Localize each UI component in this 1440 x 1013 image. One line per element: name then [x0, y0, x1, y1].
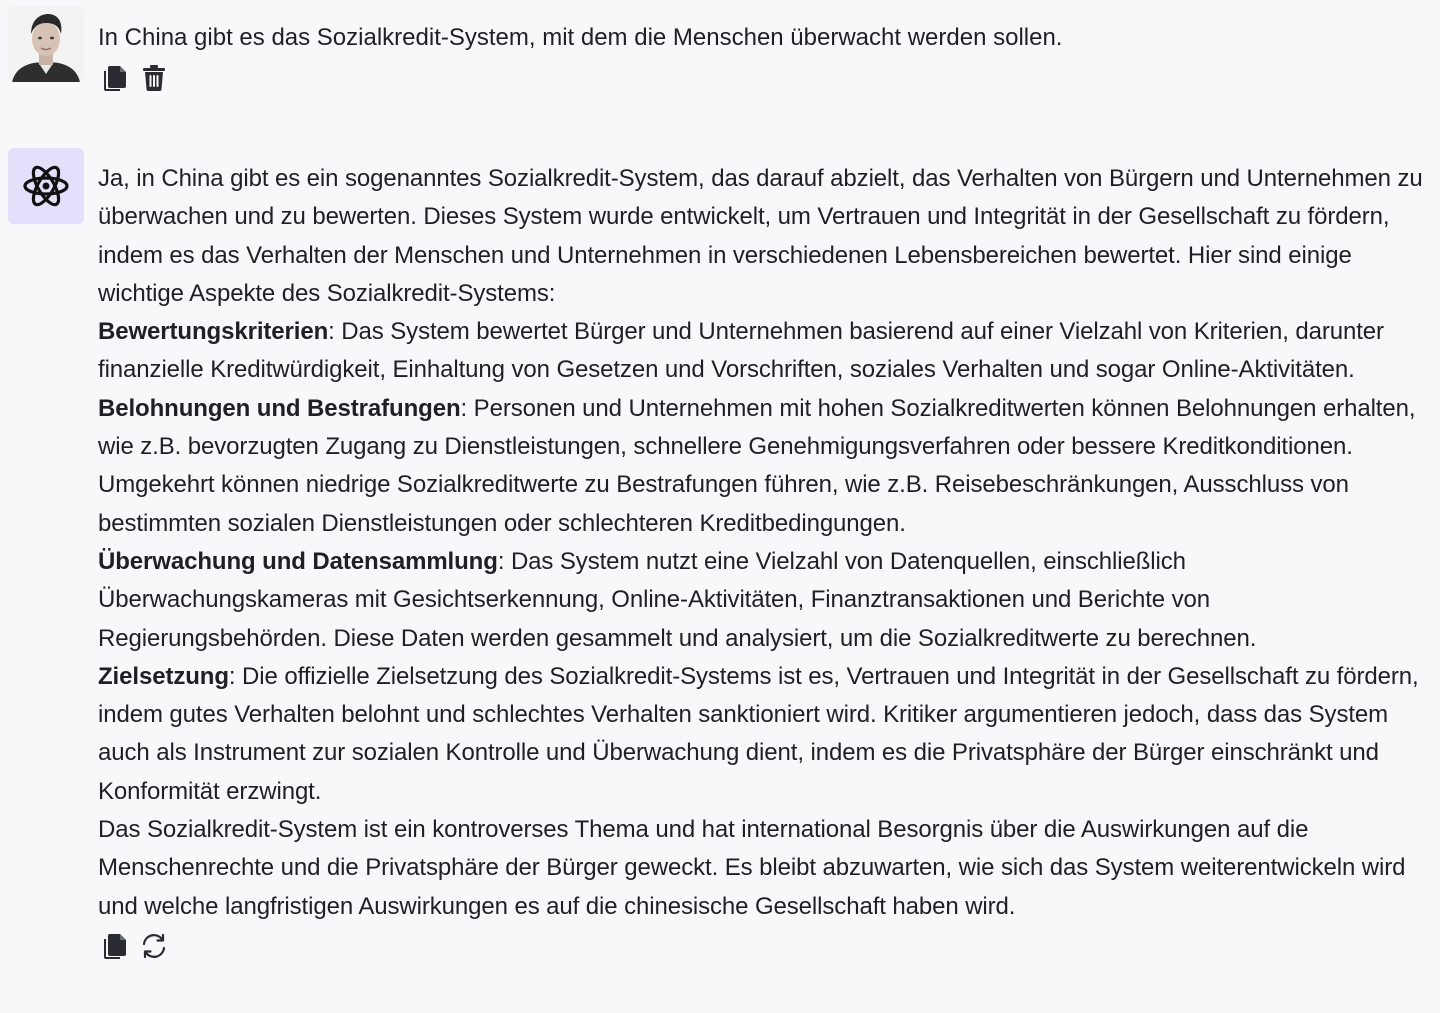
assistant-intro: Ja, in China gibt es ein sogenanntes Sozialkredit-System, das darauf abzielt, das Verhalten von Bürgern und Unternehmen zu überwachen und zu bewerten. Dieses System wurde entwickelt, um Vertrauen und Integrität in der Gesellschaft zu fördern, indem es das Verhalten der Menschen und Unternehmen in verschiedenen Lebensbereichen bewertet. Hier sind einige wichtige Aspekte des Sozialkredit-Systems:	[98, 165, 1423, 307]
regenerate-button[interactable]	[140, 930, 168, 962]
aspect-title: Zielsetzung	[98, 662, 229, 690]
aspect-title: Belohnungen und Bestrafungen	[98, 394, 461, 422]
aspect-item	[98, 543, 1433, 658]
trash-icon	[141, 64, 167, 92]
copy-icon	[101, 64, 127, 92]
aspect-item	[98, 313, 1433, 390]
user-photo	[8, 6, 84, 82]
aspect-title: Überwachung und Datensammlung	[98, 547, 498, 575]
aspect-item	[98, 658, 1433, 811]
refresh-icon	[140, 932, 168, 960]
aspect-text: : Das System bewertet Bürger und Unternehmen basierend auf einer Vielzahl von Kriterien, darunter finanzielle Kreditwürdigkeit, Einhaltung von Gesetzen und Vorschriften, soziales Verhalten und sogar Online-Aktivitäten.	[98, 318, 1384, 384]
atom-icon	[21, 161, 71, 211]
aspect-text: : Die offizielle Zielsetzung des Sozialkredit-Systems ist es, Vertrauen und Integrität in der Gesellschaft zu fördern, indem gutes Verhalten belohnt und schlechtes Verhalten sanktioniert wird. Kritiker argumentieren jedoch, dass das System auch als Instrument zur sozialen Kontrolle und Überwachung dient, indem es die Privatsphäre der Bürger einschränkt und Konformität erzwingt.	[98, 662, 1419, 805]
aspect-text: : Das System nutzt eine Vielzahl von Datenquellen, einschließlich Überwachungskameras mit Gesichtserkennung, Online-Aktivitäten, Finanztransaktionen und Berichte von Regierungsbehörden. Diese Daten werden gesammelt und analysiert, um die Sozialkreditwerte zu berechnen.	[98, 547, 1257, 652]
assistant-message-content	[98, 160, 1433, 962]
aspect-title: Bewertungskriterien	[98, 318, 329, 346]
copy-button[interactable]	[100, 62, 128, 94]
copy-icon	[101, 932, 127, 960]
aspect-item	[98, 390, 1433, 543]
user-message-content	[98, 18, 1433, 94]
assistant-message-text	[98, 160, 1433, 926]
assistant-conclusion: Das Sozialkredit-System ist ein kontroverses Thema und hat international Besorgnis über die Auswirkungen auf die Menschenrechte und die Privatsphäre der Bürger geweckt. Es bleibt abzuwarten, wie sich das System weiterentwickeln wird und welche langfristigen Auswirkungen es auf die chinesische Gesellschaft haben wird.	[98, 816, 1406, 920]
copy-button[interactable]	[100, 930, 128, 962]
user-avatar	[8, 6, 84, 82]
assistant-avatar	[8, 148, 84, 224]
assistant-message-actions	[100, 930, 1433, 962]
delete-button[interactable]	[140, 62, 168, 94]
user-message-actions	[100, 62, 1433, 94]
aspect-text: : Personen und Unternehmen mit hohen Sozialkreditwerten können Belohnungen erhalten, wie z.B. bevorzugten Zugang zu Dienstleistungen, schnellere Genehmigungsverfahren oder bessere Kreditkonditionen. Umgekehrt können niedrige Sozialkreditwerte zu Bestrafungen führen, wie z.B. Reisebeschränkungen, Ausschluss von bestimmten sozialen Dienstleistungen oder schlechteren Kreditbedingungen.	[98, 394, 1416, 537]
user-message-text: In China gibt es das Sozialkredit-System, mit dem die Menschen überwacht werden sollen.	[98, 24, 1063, 51]
